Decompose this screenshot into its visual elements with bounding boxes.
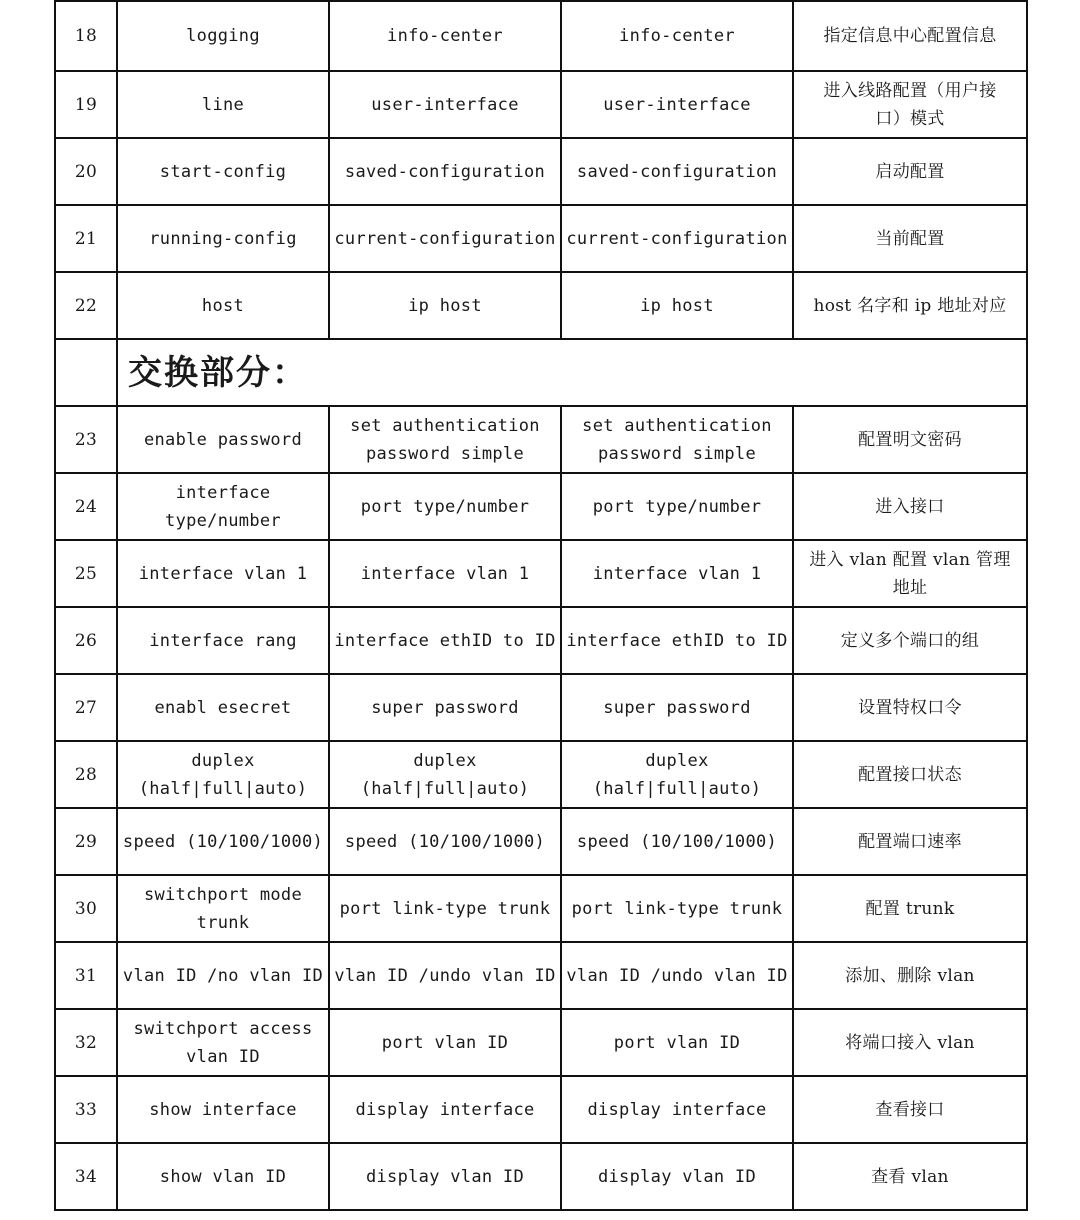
- h3c-command-cell: [561, 71, 793, 138]
- cisco-command-cell: [117, 71, 329, 138]
- huawei-command-cell-text: interface ethID to ID: [334, 630, 556, 651]
- cisco-command-cell: [117, 942, 329, 1009]
- description-cell: [793, 1143, 1027, 1210]
- cisco-command-cell: [117, 808, 329, 875]
- description-cell: [793, 473, 1027, 540]
- huawei-command-cell-text: current-configuration: [334, 228, 556, 249]
- row-number-cell: [55, 875, 117, 942]
- cisco-command-cell-text: switchport mode trunk: [143, 884, 303, 933]
- huawei-command-cell-text: port vlan ID: [381, 1032, 509, 1053]
- row-number-cell-text: 22: [74, 295, 98, 316]
- h3c-command-cell-text: info-center: [619, 26, 735, 46]
- row-number-cell-text: 33: [74, 1099, 98, 1120]
- description-cell-text: 当前配置: [875, 228, 945, 249]
- description-cell: [793, 540, 1027, 607]
- huawei-command-cell: [329, 808, 561, 875]
- h3c-command-cell-text: duplex (half|full|auto): [592, 750, 762, 799]
- huawei-command-cell-text: display vlan ID: [365, 1166, 525, 1187]
- table-row: [55, 875, 1027, 942]
- description-cell-text: 配置 trunk: [865, 898, 955, 919]
- h3c-command-cell: [561, 1009, 793, 1076]
- huawei-command-cell-text: user-interface: [371, 94, 519, 115]
- row-number-cell-text: 21: [74, 228, 98, 249]
- cisco-command-cell-text: switchport access vlan ID: [133, 1018, 313, 1067]
- cisco-command-cell: [117, 205, 329, 272]
- description-cell: [793, 808, 1027, 875]
- cisco-command-cell-text: running-config: [149, 228, 297, 249]
- cisco-command-cell-text: line: [201, 94, 245, 115]
- description-cell: [793, 741, 1027, 808]
- table-row: [55, 1009, 1027, 1076]
- huawei-command-cell: [329, 875, 561, 942]
- table-row: [55, 272, 1027, 339]
- h3c-command-cell: [561, 138, 793, 205]
- cisco-command-cell: [117, 406, 329, 473]
- h3c-command-cell-text: current-configuration: [566, 228, 788, 249]
- description-cell: [793, 406, 1027, 473]
- h3c-command-cell: [561, 741, 793, 808]
- description-cell: [793, 138, 1027, 205]
- huawei-command-cell: [329, 138, 561, 205]
- h3c-command-cell-text: display vlan ID: [597, 1166, 757, 1187]
- cisco-command-cell: [117, 875, 329, 942]
- row-number-cell: [55, 473, 117, 540]
- row-number-cell: [55, 540, 117, 607]
- huawei-command-cell-text: port link-type trunk: [339, 898, 551, 919]
- huawei-command-cell: [329, 205, 561, 272]
- cisco-command-cell-text: show vlan ID: [159, 1166, 287, 1187]
- row-number-cell: [55, 674, 117, 741]
- cisco-command-cell-text: host: [201, 295, 245, 316]
- cisco-command-cell: [117, 1076, 329, 1143]
- description-cell-text: 指定信息中心配置信息: [823, 26, 997, 46]
- cisco-command-cell: [117, 272, 329, 339]
- cisco-command-cell: [117, 741, 329, 808]
- cisco-command-cell-text: speed (10/100/1000): [122, 831, 324, 852]
- h3c-command-cell: [561, 942, 793, 1009]
- description-cell: [793, 674, 1027, 741]
- section-title: 交换部分：: [117, 339, 1027, 406]
- table-body-after: [55, 406, 1027, 1210]
- huawei-command-cell: [329, 1009, 561, 1076]
- huawei-command-cell: [329, 71, 561, 138]
- table-body-before: [55, 1, 1027, 339]
- huawei-command-cell-text: vlan ID /undo vlan ID: [334, 965, 556, 986]
- huawei-command-cell-text: info-center: [387, 26, 503, 46]
- row-number-cell: [55, 71, 117, 138]
- section-empty-cell: [55, 339, 117, 406]
- h3c-command-cell-text: display interface: [587, 1099, 767, 1120]
- huawei-command-cell: [329, 540, 561, 607]
- table-row: [55, 1143, 1027, 1210]
- row-number-cell-text: 20: [74, 161, 98, 182]
- cisco-command-cell-text: interface rang: [149, 630, 297, 651]
- row-number-cell-text: 25: [74, 563, 98, 584]
- table-row: [55, 607, 1027, 674]
- h3c-command-cell-text: speed (10/100/1000): [576, 831, 778, 852]
- h3c-command-cell-text: interface ethID to ID: [566, 630, 788, 651]
- table-row: [55, 674, 1027, 741]
- row-number-cell-text: 31: [74, 965, 98, 986]
- huawei-command-cell: [329, 1, 561, 71]
- table-row: [55, 473, 1027, 540]
- h3c-command-cell-text: ip host: [640, 295, 714, 316]
- table-row: [55, 741, 1027, 808]
- row-number-cell-text: 29: [74, 831, 98, 852]
- huawei-command-cell: [329, 1076, 561, 1143]
- huawei-command-cell: [329, 741, 561, 808]
- description-cell-text: 进入 vlan 配置 vlan 管理 地址: [809, 549, 1011, 598]
- cisco-command-cell-text: interface vlan 1: [138, 563, 308, 584]
- description-cell: [793, 272, 1027, 339]
- h3c-command-cell-text: super password: [603, 697, 751, 718]
- h3c-command-cell: [561, 473, 793, 540]
- description-cell: [793, 1009, 1027, 1076]
- h3c-command-cell-text: interface vlan 1: [592, 563, 762, 584]
- cisco-command-cell: [117, 1, 329, 71]
- table-row: [55, 406, 1027, 473]
- h3c-command-cell-text: user-interface: [603, 94, 751, 115]
- huawei-command-cell-text: port type/number: [360, 496, 530, 517]
- row-number-cell-text: 28: [74, 764, 98, 785]
- description-cell-text: 设置特权口令: [858, 697, 962, 718]
- cisco-command-cell: [117, 1143, 329, 1210]
- cisco-command-cell-text: duplex (half|full|auto): [138, 750, 308, 799]
- h3c-command-cell: [561, 540, 793, 607]
- description-cell-text: 配置接口状态: [858, 764, 962, 785]
- description-cell-text: 配置明文密码: [858, 429, 962, 450]
- description-cell-text: 查看 vlan: [871, 1166, 949, 1187]
- description-cell-text: host 名字和 ip 地址对应: [813, 295, 1007, 316]
- cisco-command-cell-text: enable password: [143, 429, 303, 450]
- huawei-command-cell-text: ip host: [408, 295, 482, 316]
- row-number-cell: [55, 205, 117, 272]
- h3c-command-cell: [561, 1076, 793, 1143]
- h3c-command-cell-text: saved-configuration: [576, 161, 778, 182]
- row-number-cell: [55, 741, 117, 808]
- cisco-command-cell: [117, 674, 329, 741]
- huawei-command-cell: [329, 272, 561, 339]
- cisco-command-cell-text: logging: [186, 26, 260, 46]
- description-cell: [793, 1, 1027, 71]
- table-row: [55, 1, 1027, 71]
- table-row: [55, 540, 1027, 607]
- h3c-command-cell-text: port type/number: [592, 496, 762, 517]
- h3c-command-cell: [561, 1, 793, 71]
- description-cell: [793, 1076, 1027, 1143]
- huawei-command-cell-text: display interface: [355, 1099, 535, 1120]
- h3c-command-cell: [561, 607, 793, 674]
- row-number-cell-text: 23: [74, 429, 98, 450]
- h3c-command-cell: [561, 205, 793, 272]
- row-number-cell-text: 26: [74, 630, 98, 651]
- table-row: [55, 205, 1027, 272]
- huawei-command-cell: [329, 607, 561, 674]
- huawei-command-cell: [329, 1143, 561, 1210]
- row-number-cell-text: 27: [74, 697, 98, 718]
- h3c-command-cell-text: port vlan ID: [613, 1032, 741, 1053]
- description-cell-text: 将端口接入 vlan: [845, 1032, 975, 1053]
- section-header-body: [55, 339, 1027, 406]
- description-cell: [793, 875, 1027, 942]
- huawei-command-cell: [329, 674, 561, 741]
- huawei-command-cell-text: saved-configuration: [344, 161, 546, 182]
- description-cell-text: 启动配置: [875, 161, 945, 182]
- huawei-command-cell: [329, 942, 561, 1009]
- row-number-cell: [55, 607, 117, 674]
- h3c-command-cell-text: port link-type trunk: [571, 898, 783, 919]
- description-cell: [793, 205, 1027, 272]
- h3c-command-cell: [561, 1143, 793, 1210]
- row-number-cell: [55, 942, 117, 1009]
- huawei-command-cell-text: set authentication password simple: [350, 415, 540, 464]
- section-header-row: [55, 339, 1027, 406]
- huawei-command-cell-text: duplex (half|full|auto): [360, 750, 530, 799]
- huawei-command-cell: [329, 406, 561, 473]
- h3c-command-cell: [561, 808, 793, 875]
- cisco-command-cell: [117, 473, 329, 540]
- table-row: [55, 1076, 1027, 1143]
- description-cell-text: 查看接口: [875, 1099, 945, 1120]
- table-row: [55, 138, 1027, 205]
- cisco-command-cell: [117, 607, 329, 674]
- command-comparison-table: [54, 0, 1028, 1211]
- cisco-command-cell-text: start-config: [159, 161, 287, 182]
- h3c-command-cell: [561, 272, 793, 339]
- table-row: [55, 942, 1027, 1009]
- row-number-cell-text: 19: [74, 94, 98, 115]
- description-cell-text: 定义多个端口的组: [840, 630, 980, 651]
- row-number-cell: [55, 1, 117, 71]
- huawei-command-cell: [329, 473, 561, 540]
- cisco-command-cell: [117, 540, 329, 607]
- row-number-cell-text: 30: [74, 898, 98, 919]
- cisco-command-cell-text: show interface: [149, 1099, 297, 1120]
- table-row: [55, 71, 1027, 138]
- description-cell-text: 配置端口速率: [858, 831, 962, 852]
- row-number-cell: [55, 138, 117, 205]
- h3c-command-cell-text: vlan ID /undo vlan ID: [566, 965, 788, 986]
- cisco-command-cell-text: enabl esecret: [154, 697, 292, 718]
- cisco-command-cell: [117, 138, 329, 205]
- row-number-cell: [55, 406, 117, 473]
- huawei-command-cell-text: speed (10/100/1000): [344, 831, 546, 852]
- row-number-cell-text: 32: [74, 1032, 98, 1053]
- h3c-command-cell: [561, 406, 793, 473]
- row-number-cell-text: 24: [74, 496, 98, 517]
- description-cell: [793, 607, 1027, 674]
- cisco-command-cell-text: vlan ID /no vlan ID: [122, 965, 324, 986]
- row-number-cell-text: 34: [74, 1166, 98, 1187]
- huawei-command-cell-text: super password: [371, 697, 519, 718]
- description-cell: [793, 71, 1027, 138]
- cisco-command-cell: [117, 1009, 329, 1076]
- row-number-cell: [55, 1009, 117, 1076]
- description-cell-text: 添加、删除 vlan: [845, 965, 975, 986]
- row-number-cell: [55, 1076, 117, 1143]
- huawei-command-cell-text: interface vlan 1: [360, 563, 530, 584]
- h3c-command-cell-text: set authentication password simple: [582, 415, 772, 464]
- row-number-cell: [55, 1143, 117, 1210]
- table-row: [55, 808, 1027, 875]
- row-number-cell-text: 18: [74, 26, 98, 46]
- description-cell-text: 进入接口: [875, 496, 945, 517]
- row-number-cell: [55, 272, 117, 339]
- description-cell-text: 进入线路配置（用户接 口）模式: [823, 80, 997, 129]
- row-number-cell: [55, 808, 117, 875]
- cisco-command-cell-text: interface type/number: [165, 482, 281, 531]
- h3c-command-cell: [561, 875, 793, 942]
- description-cell: [793, 942, 1027, 1009]
- h3c-command-cell: [561, 674, 793, 741]
